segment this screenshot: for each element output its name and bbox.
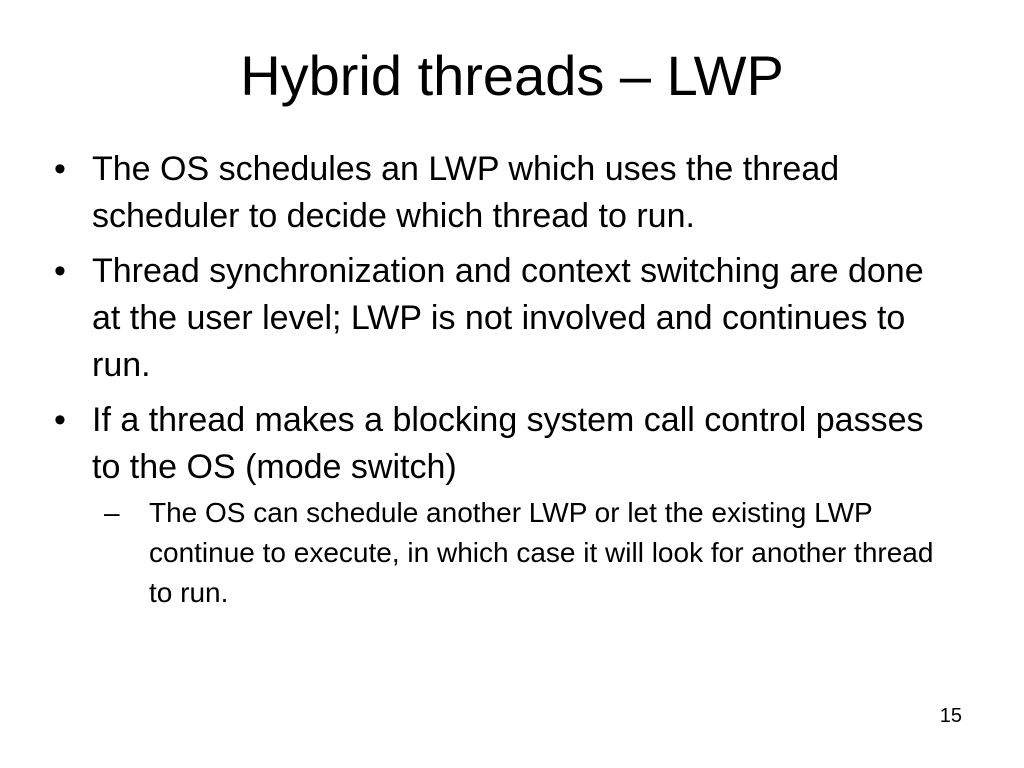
bullet-marker: • (54, 401, 66, 439)
bullet-text: If a thread makes a blocking system call control passes to the OS (mode switch) (92, 401, 924, 486)
bullet-marker: • (54, 150, 66, 188)
sub-bullet-marker: – (104, 497, 120, 528)
sub-bullet-list (92, 493, 954, 613)
bullet-item (54, 146, 954, 240)
bullet-list (54, 146, 954, 621)
bullet-item (54, 397, 954, 613)
slide-title: Hybrid threads – LWP (240, 44, 784, 107)
bullet-text: Thread synchronization and context switching are done at the user level; LWP is not involved and continues to run. (92, 252, 924, 384)
sub-bullet-item (104, 493, 954, 613)
sub-bullet-text: The OS can schedule another LWP or let the existing LWP continue to execute, in which case it will look for another thread to run. (149, 497, 934, 608)
bullet-text: The OS schedules an LWP which uses the thread scheduler to decide which thread to run. (92, 150, 840, 235)
bullet-item (54, 248, 954, 389)
page-number: 15 (939, 705, 962, 727)
bullet-marker: • (54, 252, 66, 290)
